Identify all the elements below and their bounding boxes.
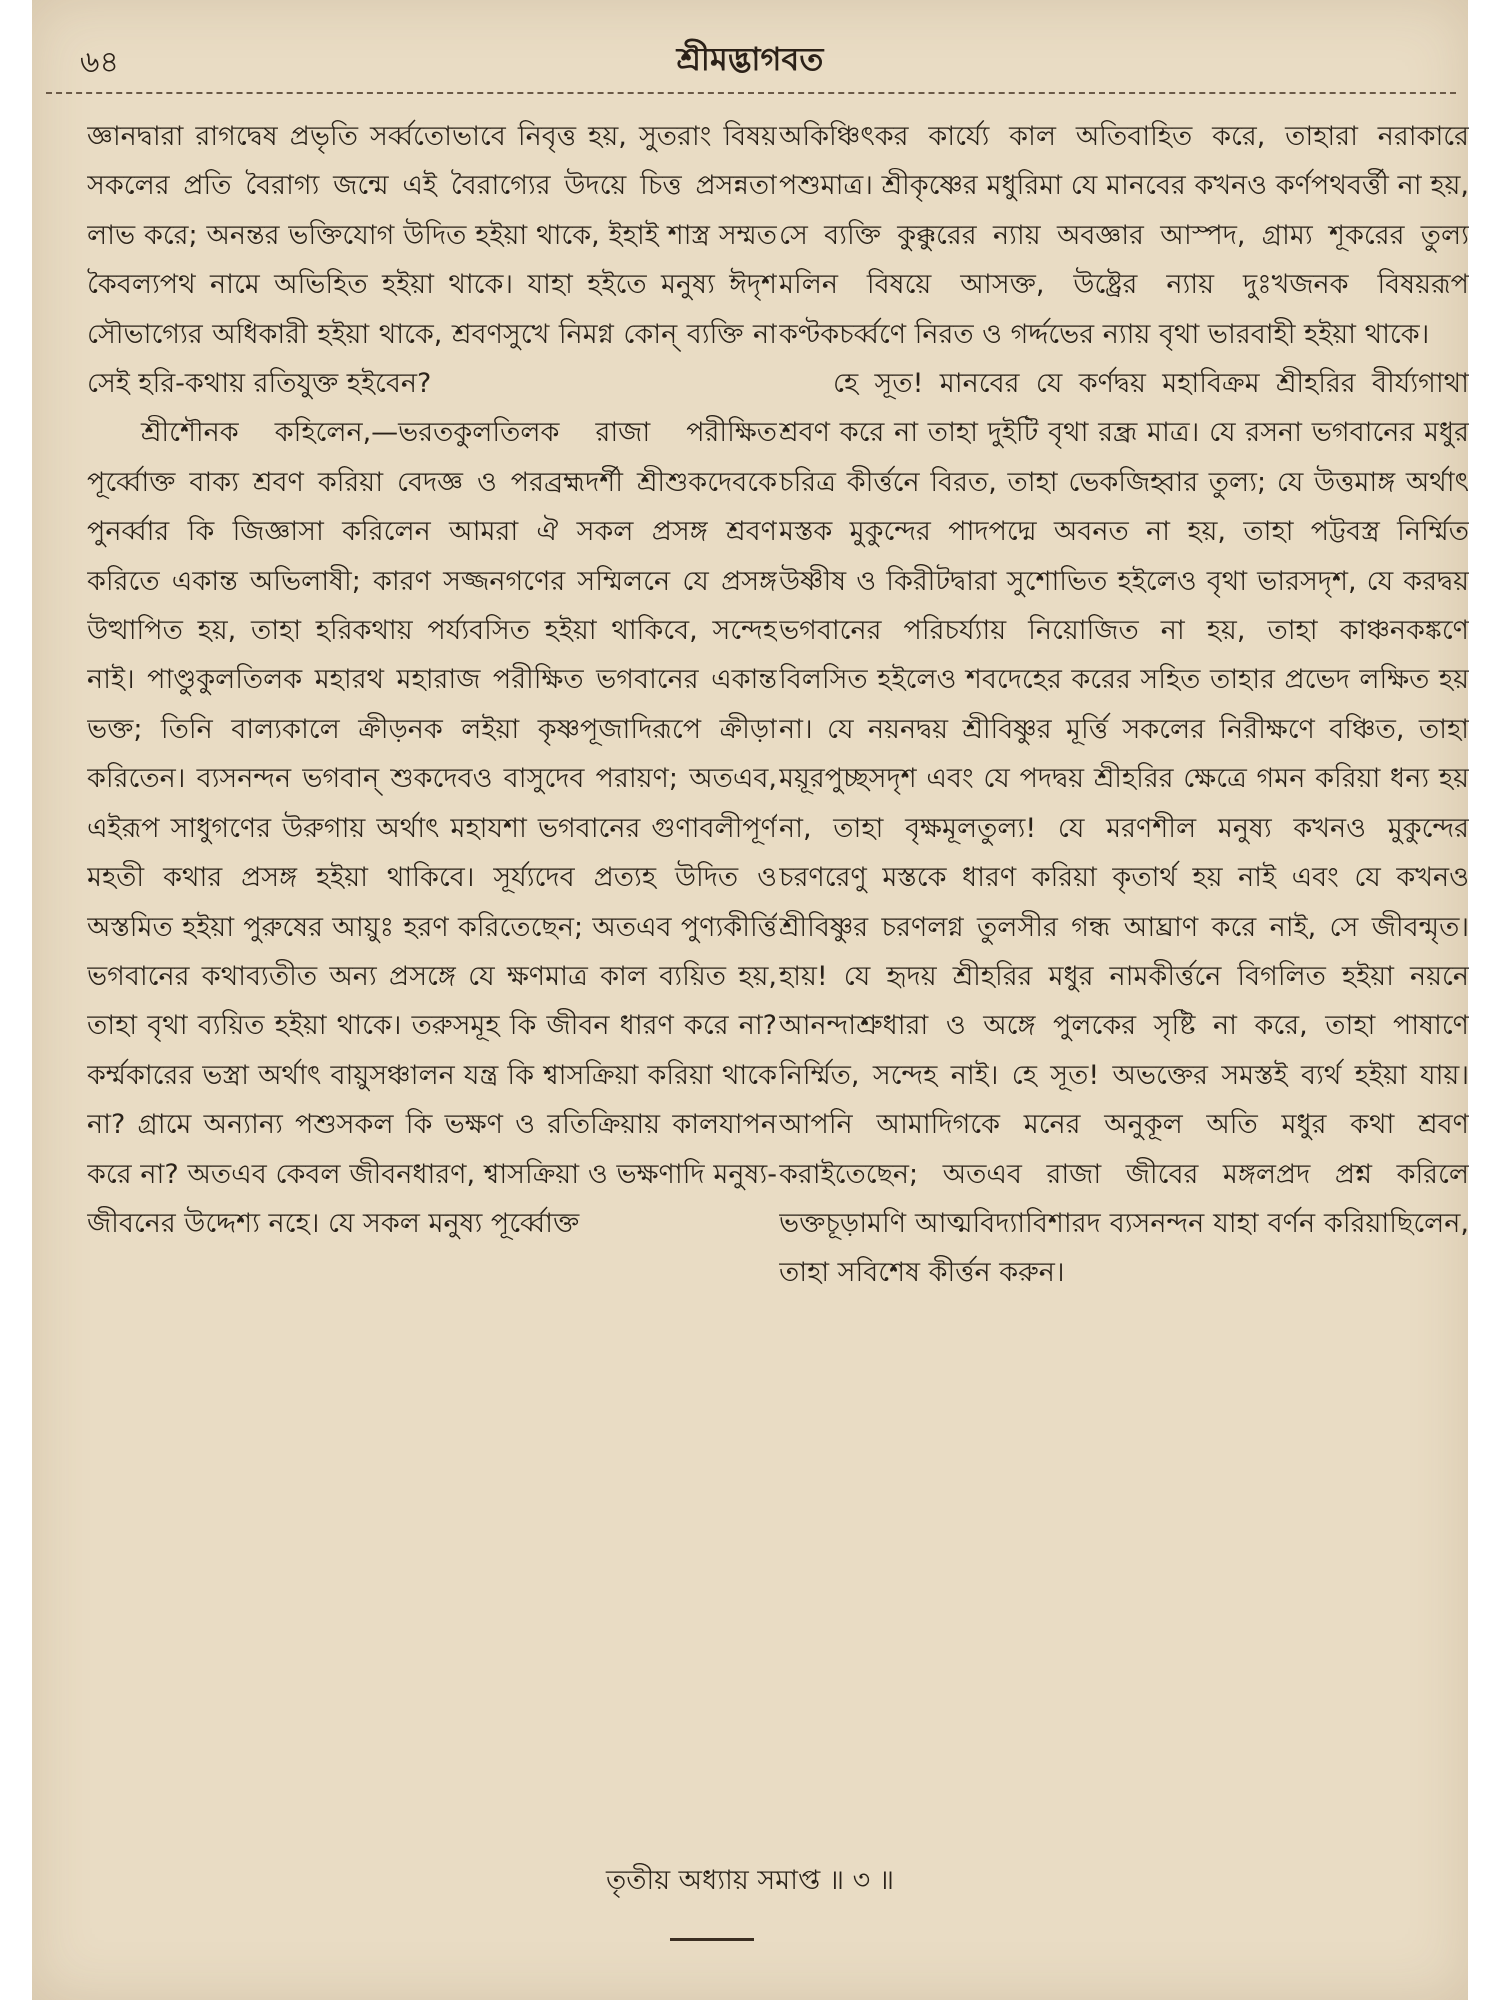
chapter-end-line: তৃতীয় অধ্যায় সমাপ্ত ॥ ৩ ॥ bbox=[605, 1865, 895, 1896]
book-page bbox=[32, 0, 1468, 2000]
paragraph: অকিঞ্চিৎকর কার্য্যে কাল অতিবাহিত করে, তাহারা নরাকারে পশুমাত্র। শ্রীকৃষ্ণের মধুরিমা যে মানবের কখনও কর্ণপথবর্ত্তী না হয়, সে ব্যক্তি কুক্কুরের ন্যায় অবজ্ঞার আস্পদ, গ্রাম্য শূকরের তুল্য মলিন বিষয়ে আসক্ত, উষ্ট্রের ন্যায় দুঃখজনক বিষয়রূপ কণ্টকচর্ব্বণে নিরত ও গর্দ্দভের ন্যায় বৃথা ভারবাহী হইয়া থাকে। bbox=[779, 121, 1469, 350]
paragraph: জ্ঞানদ্বারা রাগদ্বেষ প্রভৃতি সর্ব্বতোভাবে নিবৃত্ত হয়, সুতরাং বিষয় সকলের প্রতি বৈরাগ্য জন্মে এই বৈরাগ্যের উদয়ে চিত্ত প্রসন্নতা লাভ করে; অনন্তর ভক্তিযোগ উদিত হইয়া থাকে, ইহাই শাস্ত্র সম্মত কৈবল্যপথ নামে অভিহিত হইয়া থাকে। যাহা হইতে মনুষ্য ঈদৃশ সৌভাগ্যের অধিকারী হইয়া থাকে, শ্রবণসুখে নিমগ্ন কোন্ ব্যক্তি না সেই হরি-কথায় রতিযুক্ত হইবেন? bbox=[87, 121, 777, 400]
paragraph: শ্রীশৌনক কহিলেন,—ভরতকুলতিলক রাজা পরীক্ষিত পূর্ব্বোক্ত বাক্য শ্রবণ করিয়া বেদজ্ঞ ও পরব্রহ্মদর্শী শ্রীশুকদেবকে পুনর্ব্বার কি জিজ্ঞাসা করিলেন আমরা ঐ সকল প্রসঙ্গ শ্রবণ করিতে একান্ত অভিলাষী; কারণ সজ্জনগণের সম্মিলনে যে প্রসঙ্গ উত্থাপিত হয়, তাহা হরিকথায় পর্য্যবসিত হইয়া থাকিবে, সন্দেহ নাই। পাণ্ডুকুলতিলক মহারথ মহারাজ পরীক্ষিত ভগবানের একান্ত ভক্ত; তিনি বাল্যকালে ক্রীড়নক লইয়া কৃষ্ণপূজাদিরূপে ক্রীড়া করিতেন। ব্যসনন্দন ভগবান্ শুকদেবও বাসুদেব পরায়ণ; অতএব, এইরূপ সাধুগণের উরুগায় অর্থাৎ মহাযশা ভগবানের গুণাবলীপূর্ণ মহতী কথার প্রসঙ্গ হইয়া থাকিবে। সূর্য্যদেব প্রত্যহ উদিত ও অস্তমিত হইয়া পুরুষের আয়ুঃ হরণ করিতেছেন; অতএব পুণ্যকীর্ত্তি ভগবানের কথাব্যতীত অন্য প্রসঙ্গে যে ক্ষণমাত্র কাল ব্যয়িত হয়, তাহা বৃথা ব্যয়িত হইয়া থাকে। তরুসমূহ কি জীবন ধারণ করে না? কর্ম্মকারের ভস্ত্রা অর্থাৎ বায়ুসঞ্চালন যন্ত্র কি শ্বাসক্রিয়া করিয়া থাকে না? গ্রামে অন্যান্য পশুসকল কি ভক্ষণ ও রতিক্রিয়ায় কালযাপন করে না? অতএব কেবল জীবনধারণ, শ্বাসক্রিয়া ও ভক্ষণাদি মনুষ্য-জীবনের উদ্দেশ্য নহে। যে সকল মনুষ্য পূর্ব্বোক্ত bbox=[87, 417, 777, 1239]
right-column bbox=[779, 112, 1469, 1847]
paragraph: হে সূত! মানবের যে কর্ণদ্বয় মহাবিক্রম শ্রীহরির বীর্য্যগাথা শ্রবণ করে না তাহা দুইটি বৃথা রন্ধ্র মাত্র। যে রসনা ভগবানের মধুর চরিত্র কীর্ত্তনে বিরত, তাহা ভেকজিহ্বার তুল্য; যে উত্তমাঙ্গ অর্থাৎ মস্তক মুকুন্দের পাদপদ্মে অবনত না হয়, তাহা পট্টবস্ত্র নির্ম্মিত উষ্ণীষ ও কিরীটদ্বারা সুশোভিত হইলেও বৃথা ভারসদৃশ, যে করদ্বয় ভগবানের পরিচর্য্যায় নিয়োজিত না হয়, তাহা কাঞ্চনকঙ্কণে বিলসিত হইলেও শবদেহের করের সহিত তাহার প্রভেদ লক্ষিত হয় না। যে নয়নদ্বয় শ্রীবিষ্ণুর মূর্ত্তি সকলের নিরীক্ষণে বঞ্চিত, তাহা ময়ূরপুচ্ছসদৃশ এবং যে পদদ্বয় শ্রীহরির ক্ষেত্রে গমন করিয়া ধন্য হয় না, তাহা বৃক্ষমূলতুল্য! যে মরণশীল মনুষ্য কখনও মুকুন্দের চরণরেণু মস্তকে ধারণ করিয়া কৃতার্থ হয় নাই এবং যে কখনও শ্রীবিষ্ণুর চরণলগ্ন তুলসীর গন্ধ আঘ্রাণ করে নাই, সে জীবন্মৃত। হায়! যে হৃদয় শ্রীহরির মধুর নামকীর্ত্তনে বিগলিত হইয়া নয়নে আনন্দাশ্রুধারা ও অঙ্গে পুলকের সৃষ্টি না করে, তাহা পাষাণে নির্ম্মিত, সন্দেহ নাই। হে সূত! অভক্তের সমস্তই ব্যর্থ হইয়া যায়। আপনি আমাদিগকে মনের অনুকূল অতি মধুর কথা শ্রবণ করাইতেছেন; অতএব রাজা জীবের মঙ্গলপ্রদ প্রশ্ন করিলে ভক্তচূড়ামণি আত্মবিদ্যাবিশারদ ব্যসনন্দন যাহা বর্ণন করিয়াছিলেন, তাহা সবিশেষ কীর্ত্তন করুন। bbox=[779, 368, 1469, 1289]
page-header bbox=[32, 30, 1468, 90]
header-rule bbox=[46, 92, 1456, 94]
footer-rule bbox=[670, 1938, 754, 1941]
running-title: শ্রীমদ্ভাগবত bbox=[676, 40, 824, 78]
page-number: ৬৪ bbox=[80, 45, 119, 80]
left-column bbox=[87, 112, 777, 1847]
